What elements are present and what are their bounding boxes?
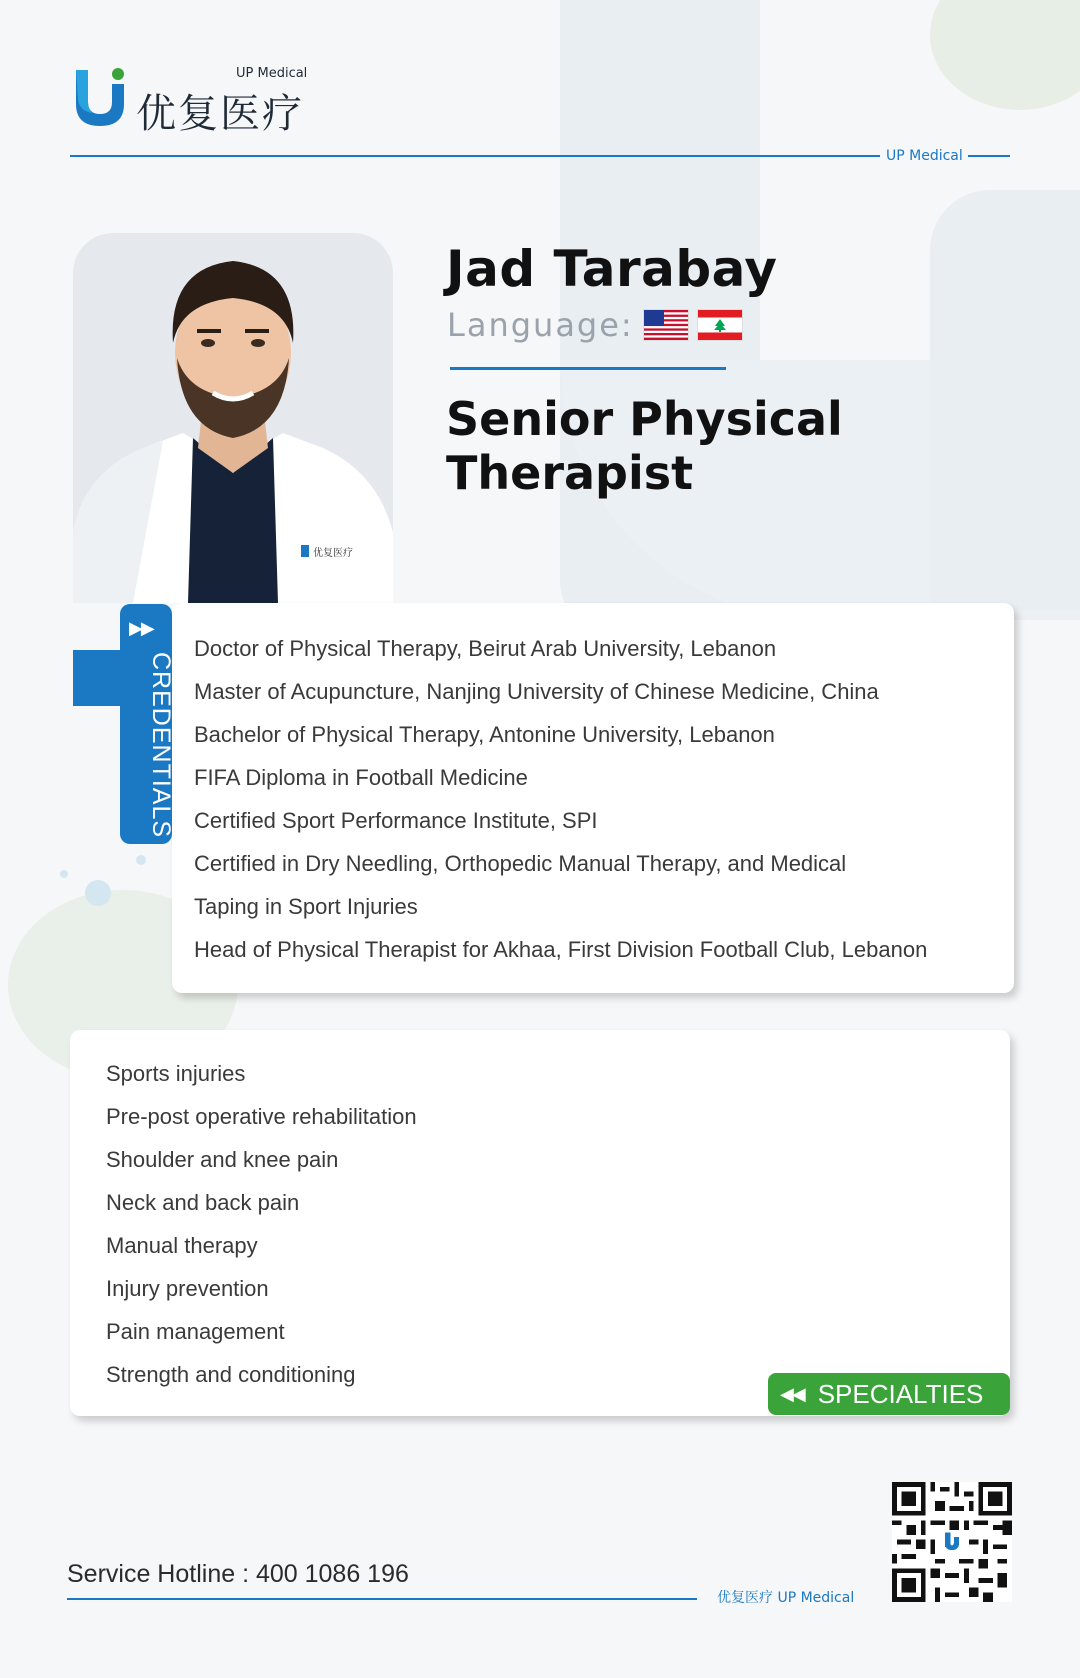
doctor-title: Senior Physical Therapist — [446, 392, 843, 500]
footer-divider — [67, 1598, 697, 1600]
credential-item: Bachelor of Physical Therapy, Antonine University, Lebanon — [194, 722, 775, 747]
specialties-card — [70, 1030, 1010, 1416]
specialty-item: Manual therapy — [106, 1233, 258, 1258]
specialty-item: Sports injuries — [106, 1061, 246, 1086]
specialty-item: Pre-post operative rehabilitation — [106, 1104, 417, 1129]
rewind-arrows-icon: ◀◀ — [780, 1383, 804, 1405]
doctor-name: Jad Tarabay — [446, 240, 778, 298]
header-divider — [70, 155, 880, 157]
footer-brand: 优复医疗 UP Medical — [717, 1590, 855, 1606]
us-flag-icon — [644, 310, 688, 340]
credentials-list — [194, 627, 927, 971]
background-circle — [930, 0, 1080, 110]
language-row — [447, 306, 742, 344]
credential-item: Certified in Dry Needling, Orthopedic Manual Therapy, and Medical — [194, 851, 847, 876]
credential-item: Certified Sport Performance Institute, SPI — [194, 808, 598, 833]
background-dot — [60, 870, 68, 878]
doctor-photo — [73, 233, 393, 603]
header-brand-tag: UP Medical — [886, 148, 963, 164]
credential-item: Master of Acupuncture, Nanjing University of Chinese Medicine, China — [194, 679, 879, 704]
credential-item: Taping in Sport Injuries — [194, 894, 418, 919]
qr-code-icon[interactable] — [892, 1482, 1012, 1602]
service-hotline: Service Hotline : 400 1086 196 — [67, 1560, 409, 1588]
name-divider — [450, 367, 726, 370]
specialty-item: Strength and conditioning — [106, 1362, 356, 1387]
specialty-item: Injury prevention — [106, 1276, 269, 1301]
credentials-tab-label: CREDENTIALS — [147, 652, 175, 839]
specialty-item: Pain management — [106, 1319, 285, 1344]
lebanon-flag-icon — [698, 310, 742, 340]
credential-item: Head of Physical Therapist for Akhaa, First Division Football Club, Lebanon — [194, 937, 928, 962]
credential-item: FIFA Diploma in Football Medicine — [194, 765, 528, 790]
brand-logo — [72, 64, 332, 137]
credential-item: Doctor of Physical Therapy, Beirut Arab University, Lebanon — [194, 636, 777, 661]
credentials-card — [172, 603, 1014, 993]
specialties-tab — [768, 1373, 1010, 1415]
doctor-portrait — [73, 233, 393, 603]
credentials-tab — [120, 604, 175, 844]
play-arrows-icon: ▶▶ — [129, 618, 153, 639]
background-dot — [136, 855, 146, 865]
specialty-item: Shoulder and knee pain — [106, 1147, 339, 1172]
header-divider — [968, 155, 1010, 157]
language-label: Language: — [447, 306, 634, 344]
up-medical-logo-icon — [72, 66, 128, 128]
specialties-tab-label: SPECIALTIES — [817, 1378, 984, 1409]
logo-chinese-text: 优复医疗 — [136, 91, 304, 137]
background-dot — [85, 880, 111, 906]
specialties-list — [106, 1052, 417, 1396]
svg-text:优复医疗: 优复医疗 — [313, 548, 353, 559]
specialty-item: Neck and back pain — [106, 1190, 300, 1215]
blue-accent-block — [73, 650, 123, 706]
logo-english-text: UP Medical — [236, 66, 308, 81]
